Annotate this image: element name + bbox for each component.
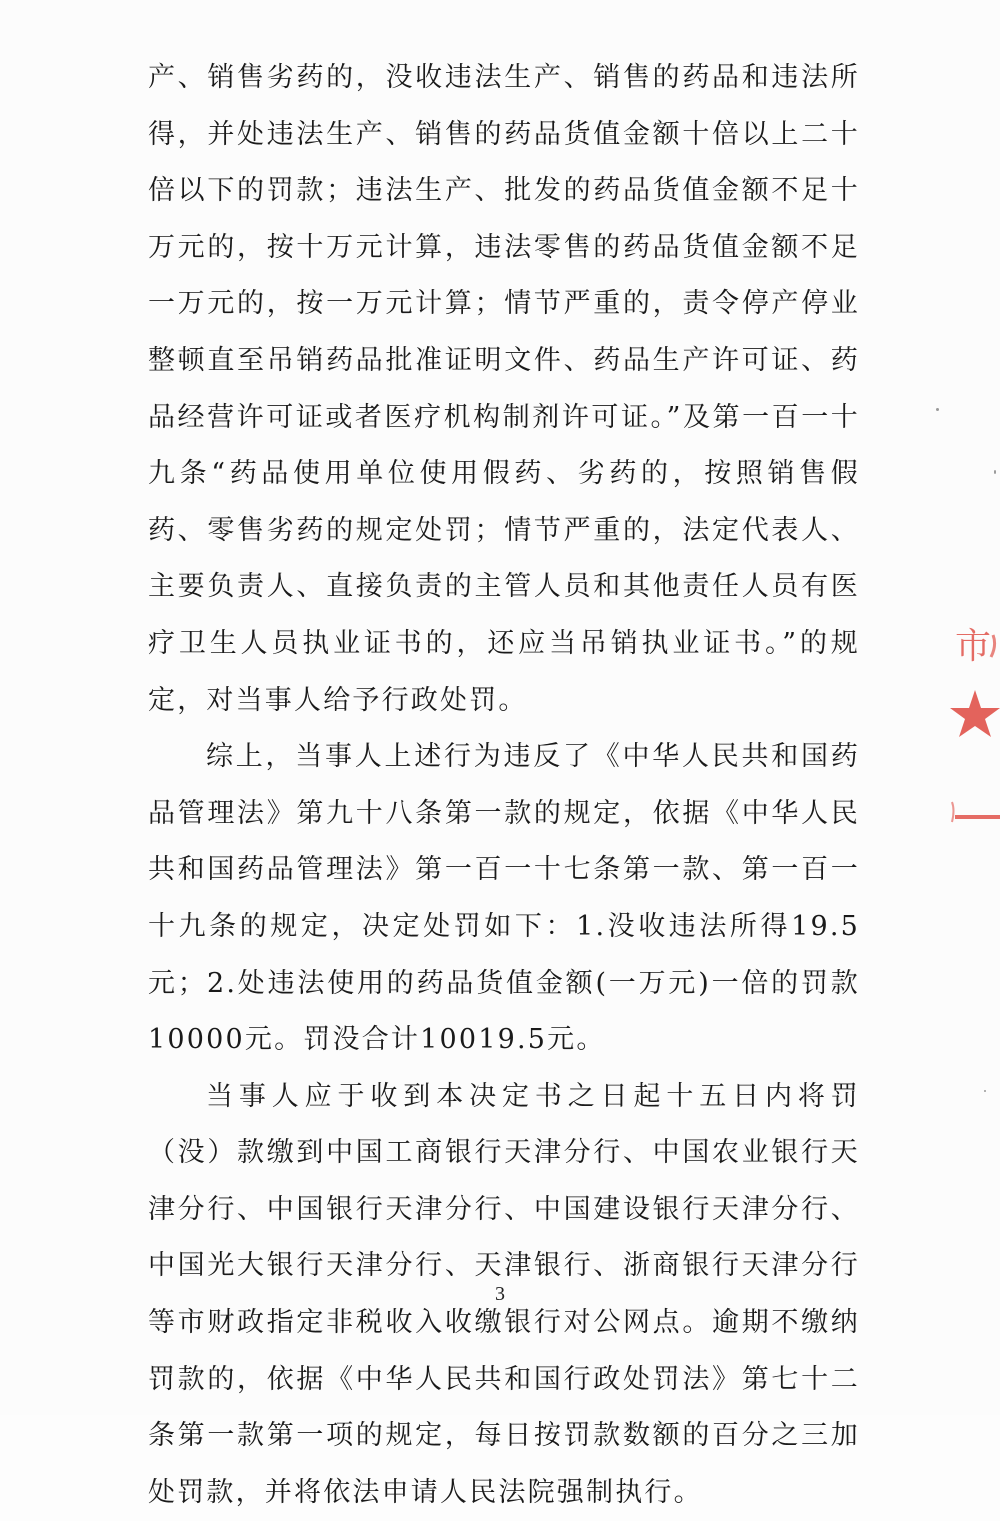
- scan-speck: [984, 1090, 986, 1092]
- scan-speck: [994, 470, 996, 474]
- seal-character: 市: [955, 626, 992, 667]
- paragraph-penalty-clause: 产、销售劣药的，没收违法生产、销售的药品和违法所得，并处违法生产、销售的药品货值金额十倍以上二十倍以下的罚款；违法生产、批发的药品货值金额不足十万元的，按十万元计算，违法零售的药品货值金额不足一万元的，按一万元计算；情节严重的，责令停产停业整顿直至吊销药品批准证明文件、药品生产许可证、药品经营许可证或者医疗机构制剂许可证。”及第一百一十九条“药品使用单位使用假药、劣药的，按照销售假药、零售劣药的规定处罚；情节严重的，法定代表人、主要负责人、直接负责的主管人员和其他责任人员有医疗卫生人员执业证书的，还应当吊销执业证书。”的规定，对当事人给予行政处罚。: [148, 62, 860, 716]
- seal-star-icon: [950, 690, 1000, 737]
- paragraph-penalty-decision: 综上，当事人上述行为违反了《中华人民共和国药品管理法》第九十八条第一款的规定，依据《中华人民共和国药品管理法》第一百一十七条第一款、第一百一十九条的规定，决定处罚如下：1.没收违法所得19.5元；2.处违法使用的药品货值金额(一万元)一倍的罚款10000元。罚没合计10019.5元。: [148, 741, 860, 1056]
- official-seal-stamp: [900, 590, 1000, 850]
- paragraph-payment-instructions: 当事人应于收到本决定书之日起十五日内将罚（没）款缴到中国工商银行天津分行、中国农业银行天津分行、中国银行天津分行、中国建设银行天津分行、中国光大银行天津分行、天津银行、浙商银行天津分行等市财政指定非税收入收缴银行对公网点。逾期不缴纳罚款的，依据《中华人民共和国行政处罚法》第七十二条第一款第一项的规定，每日按罚款数额的百分之三加处罚款，并将依法申请人民法院强制执行。: [148, 1080, 860, 1508]
- page-number: 3: [495, 1283, 505, 1305]
- scan-speck: [936, 408, 939, 411]
